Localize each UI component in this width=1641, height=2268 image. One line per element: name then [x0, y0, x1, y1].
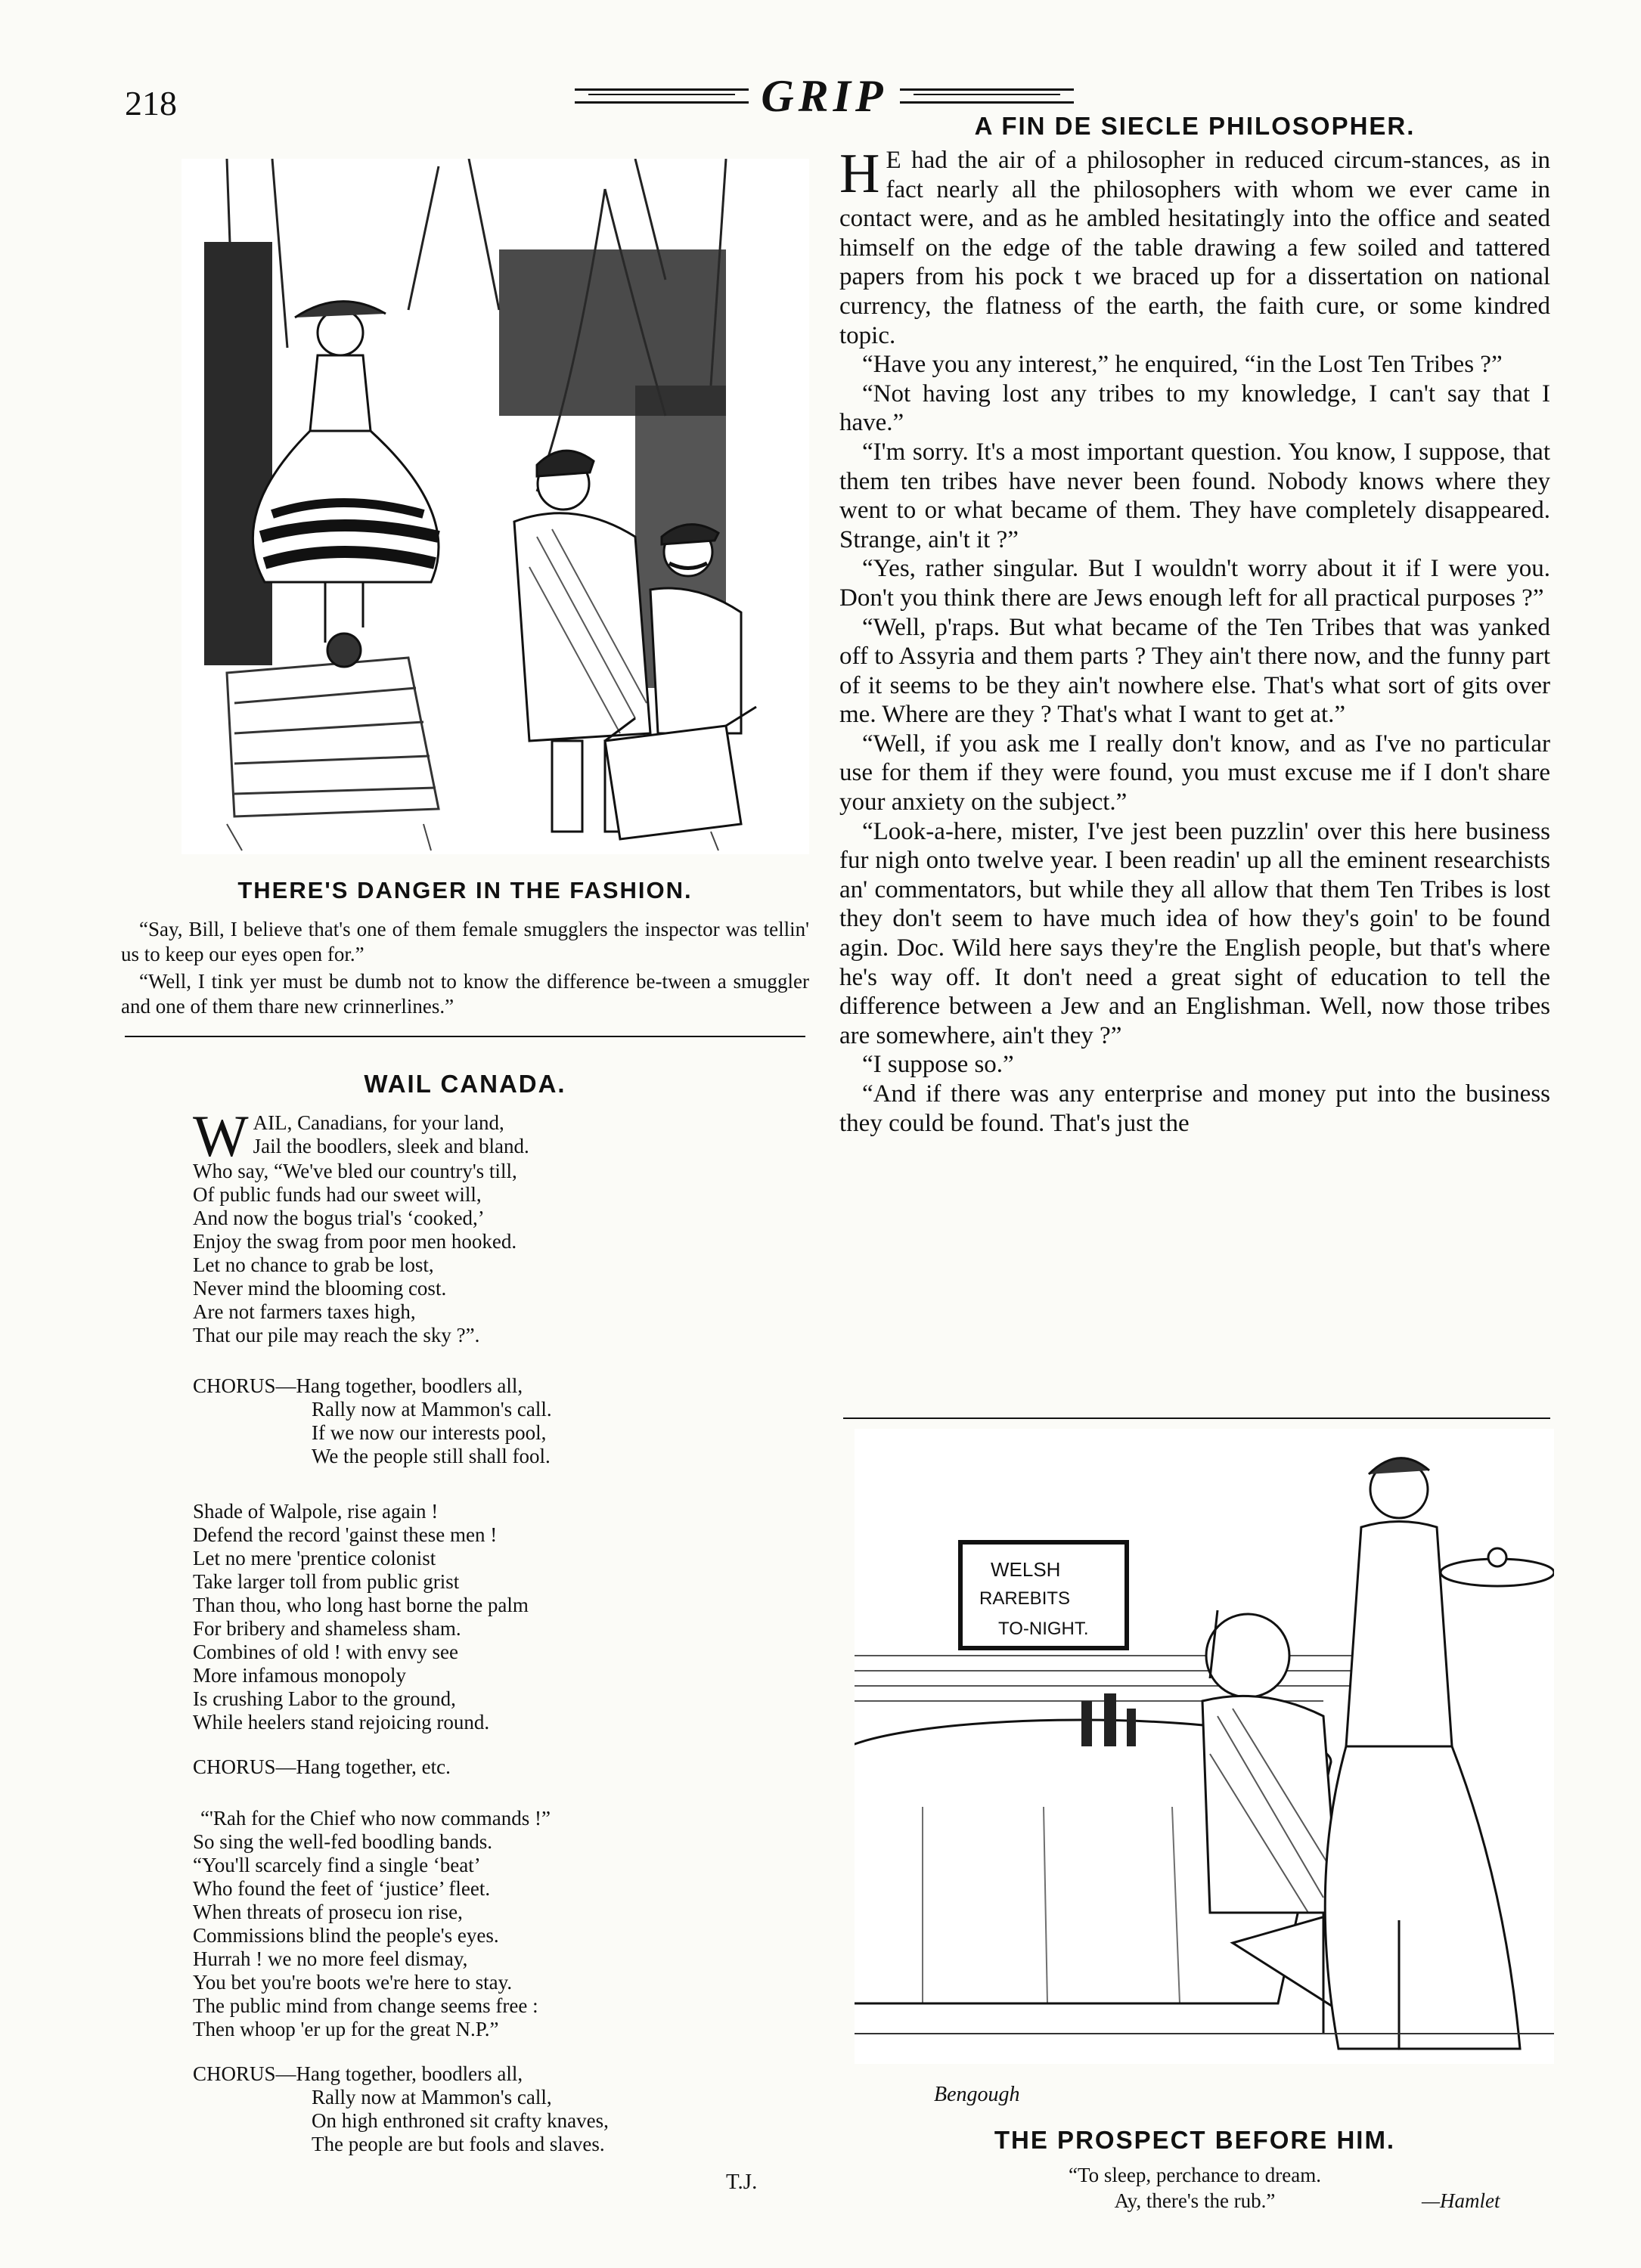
poem-title: WAIL CANADA. [364, 1070, 566, 1098]
poem-line: On high enthroned sit crafty knaves, [312, 2109, 609, 2132]
article-paragraph: “I'm sorry. It's a most important question. You know, I suppose, that them ten tribes have never been found. Nobody knows where they went to or what became of them. They have completely disappeared. Strange, ain't it ?” [839, 438, 1550, 553]
cartoon1-title: THERE'S DANGER IN THE FASHION. [237, 877, 693, 903]
poem-line: “'Rah for the Chief who now commands !” [200, 1807, 551, 1830]
poem-line: More infamous monopoly [193, 1664, 406, 1687]
poem-line: Are not farmers taxes high, [193, 1300, 416, 1323]
poem-dropcap: W [193, 1103, 249, 1169]
poem-line: Rally now at Mammon's call. [312, 1398, 552, 1421]
poem-line: While heelers stand rejoicing round. [193, 1711, 490, 1734]
poem-line: Let no mere 'prentice colonist [193, 1547, 436, 1569]
poem-line: Hurrah ! we no more feel dismay, [193, 1947, 468, 1970]
poem-line: Combines of old ! with envy see [193, 1641, 458, 1663]
article-title: A FIN DE SIECLE PHILOSOPHER. [974, 112, 1416, 140]
poem-line: If we now our interests pool, [312, 1421, 547, 1444]
poem-signature: T.J. [726, 2170, 758, 2194]
cartoon1-dialogue-2: “Well, I tink yer must be dumb not to know the difference be-tween a smuggler and one of them thare new crinnerlines.” [121, 970, 809, 1018]
poem-line: Who found the feet of ‘justice’ fleet. [193, 1877, 491, 1900]
poem-line: Enjoy the swag from poor men hooked. [193, 1230, 517, 1253]
poem-stanza-2 [193, 1500, 768, 1734]
cartoon2-quote-2: Ay, there's the rub.” [1114, 2189, 1276, 2212]
poem-stanza-1 [193, 1103, 768, 1347]
poem-chorus-3 [193, 2062, 768, 2156]
article-paragraph: “Well, p'raps. But what became of the Ten Tribes that was yanked off to Assyria and them parts ? They ain't there now, and the funny part of it seems to be they ain't nowhere else. That's what sort of gits over me. Where are they ? That's what I want to get at.” [839, 613, 1550, 729]
poem-line: So sing the well-fed boodling bands. [193, 1830, 492, 1853]
poem-line: Of public funds had our sweet will, [193, 1183, 482, 1206]
article-paragraph: “Have you any interest,” he enquired, “in the Lost Ten Tribes ?” [862, 351, 1503, 379]
poem-line: Rally now at Mammon's call, [312, 2086, 552, 2108]
article-paragraph: “Yes, rather singular. But I wouldn't worry about it if I were you. Don't you think there are Jews enough left for all practical purposes ?” [839, 555, 1550, 612]
poem-line: That our pile may reach the sky ?”. [193, 1324, 480, 1346]
poem-line: The public mind from change seems free : [193, 1994, 538, 2017]
poem-line: Commissions blind the people's eyes. [193, 1924, 499, 1947]
divider-left [125, 1036, 805, 1037]
poem-line: Jail the boodlers, sleek and bland. [253, 1135, 529, 1157]
article-paragraph: “I suppose so.” [862, 1051, 1014, 1079]
article-paragraph: “And if there was any enterprise and money put into the business they could be found. That's just the [839, 1080, 1550, 1137]
poem-line: “You'll scarcely find a single ‘beat’ [193, 1854, 481, 1876]
sign-text: WELSH [991, 1558, 1061, 1581]
masthead-rule-left [575, 88, 749, 104]
cartoon2-quote-1: “To sleep, perchance to dream. [1069, 2164, 1321, 2186]
article-paragraph: “Look-a-here, mister, I've jest been puzzlin' over this here business fur nigh onto twelve year. I been readin' up all the eminent researchists an' commentators, but while they all allow that them Ten Tribes is lost they don't seem to have much idea of how they's goin' to be found agin. Doc. Wild here says they're the English people, but that's where he's way off. It don't need a great sight of education to tell the difference between a Jew and an Englishman. Well, now those tribes are somewhere, ain't they ?” [839, 817, 1550, 1049]
masthead-rule-right [900, 88, 1074, 104]
poem-line: The people are but fools and slaves. [312, 2133, 605, 2155]
article-paragraph: H E had the air of a philosopher in reduced circum-stances, as in fact nearly all the philosophers with whom we ever came in contact were, and as he ambled hesitatingly into the office and seated himself on the edge of the table drawing a few soiled and tattered papers from his pock t we braced up for a dissertation on national currency, the flatness of the earth, the faith cure, or some kindred topic. [839, 143, 1550, 349]
poem-line: When threats of prosecu ion rise, [193, 1901, 463, 1923]
cartoon2-title: THE PROSPECT BEFORE HIM. [994, 2126, 1396, 2154]
poem-line: Then whoop 'er up for the great N.P.” [193, 2018, 499, 2040]
article-paragraph: “Not having lost any tribes to my knowledge, I can't say that I have.” [839, 380, 1550, 437]
restaurant-cartoon-illustration-icon [855, 1429, 1554, 2064]
divider-right [843, 1418, 1550, 1419]
poem-line: You bet you're boots we're here to stay. [193, 1971, 513, 1994]
poem-line: CHORUS—Hang together, boodlers all, [193, 1374, 523, 1397]
article-body [839, 143, 1550, 1138]
poem-stanza-3 [193, 1807, 768, 2041]
cartoon2-attribution: —Hamlet [1422, 2189, 1500, 2212]
cartoon1-dialogue-1: “Say, Bill, I believe that's one of them female smugglers the inspector was tellin' us to keep our eyes open for.” [121, 918, 809, 965]
poem-line: Who say, “We've bled our country's till, [193, 1160, 517, 1182]
sign-text: RAREBITS [979, 1588, 1071, 1609]
sign-text: TO-NIGHT. [998, 1619, 1089, 1639]
poem-chorus-2: CHORUS—Hang together, etc. [193, 1755, 451, 1778]
article-paragraph: “Well, if you ask me I really don't know, and as I've no particular use for them if they were found, you must excuse me if I don't share your anxiety on the subject.” [839, 730, 1550, 816]
smugglers-cartoon-illustration-icon [181, 159, 809, 854]
poem-line: For bribery and shameless sham. [193, 1617, 461, 1640]
artist-signature: Bengough [934, 2083, 1020, 2106]
poem-line: And now the bogus trial's ‘cooked,’ [193, 1207, 485, 1229]
poem-line: Let no chance to grab be lost, [193, 1253, 434, 1276]
page-number: 218 [125, 84, 177, 122]
poem-line: Defend the record 'gainst these men ! [193, 1523, 498, 1546]
poem-line: Shade of Walpole, rise again ! [193, 1500, 439, 1523]
poem-line: AIL, Canadians, for your land, [253, 1111, 504, 1134]
poem-line: We the people still shall fool. [312, 1445, 551, 1467]
poem-line: Than thou, who long hast borne the palm [193, 1594, 529, 1616]
poem-line: Is crushing Labor to the ground, [193, 1687, 456, 1710]
poem-line: CHORUS—Hang together, boodlers all, [193, 2062, 523, 2085]
masthead-title: GRIP [761, 70, 888, 121]
poem-line: Take larger toll from public grist [193, 1570, 460, 1593]
article-dropcap: H [839, 143, 880, 205]
poem-chorus-1 [193, 1374, 768, 1468]
poem-line: Never mind the blooming cost. [193, 1277, 447, 1300]
